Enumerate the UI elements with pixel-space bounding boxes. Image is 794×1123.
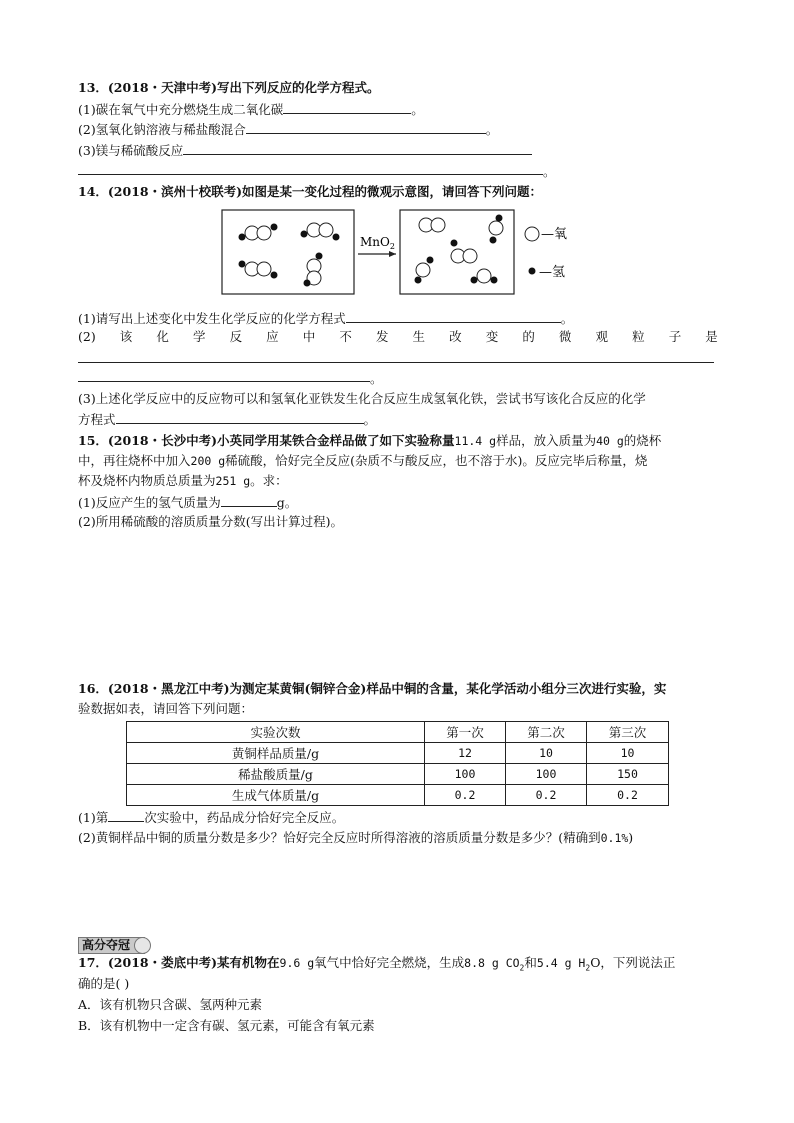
q16-part2: (2)黄铜样品中铜的质量分数是多少？恰好完全反应时所得溶液的溶质质量分数是多少？(精确到0.1%)	[78, 830, 634, 845]
q15-line3: 杯及烧杯内物质总质量为251 g。求：	[78, 473, 288, 488]
q15-part1: (1)反应产生的氢气质量为 g。	[78, 495, 298, 510]
table-cell: 12	[425, 743, 506, 764]
oxygen-legend-icon	[525, 227, 539, 241]
table-header: 实验次数	[127, 722, 425, 743]
q17-option-b[interactable]: B．该有机物中一定含有碳、氢元素，可能含有氧元素	[78, 1018, 375, 1033]
q14-part2: (2) 该 化 学 反 应 中 不 发 生 改 变 的 微 观 粒 子 是	[78, 329, 718, 344]
table-row-label: 生成气体质量/g	[127, 785, 425, 806]
table-row	[127, 764, 669, 785]
table-header: 第三次	[587, 722, 669, 743]
reactant-box	[222, 210, 354, 294]
q17-line2: 确的是( )	[78, 976, 130, 991]
table-cell: 150	[587, 764, 669, 785]
table-row	[127, 785, 669, 806]
section-badge: 高分夺冠	[78, 937, 145, 954]
q13-period: 。	[543, 164, 556, 179]
table-cell: 0.2	[506, 785, 587, 806]
table-cell: 10	[587, 743, 669, 764]
answer-blank[interactable]	[116, 411, 364, 424]
answer-line[interactable]	[78, 174, 543, 175]
q14-period: 。	[370, 371, 383, 386]
q14-part3-line1: (3)上述化学反应中的反应物可以和氢氧化亚铁发生化合反应生成氢氧化铁，尝试书写该化合反应的化学	[78, 391, 646, 406]
table-cell: 100	[425, 764, 506, 785]
q14-part1: (1)请写出上述变化中发生化学反应的化学方程式 。	[78, 311, 574, 326]
q13-stem: 13．(2018・天津中考)写出下列反应的化学方程式。	[78, 80, 380, 95]
table-cell: 100	[506, 764, 587, 785]
answer-blank[interactable]	[183, 142, 532, 155]
answer-blank[interactable]	[108, 809, 144, 822]
table-row	[127, 743, 669, 764]
experiment-table	[126, 721, 669, 806]
micro-diagram	[218, 208, 598, 300]
table-cell: 10	[506, 743, 587, 764]
legend-hydrogen: —氢	[539, 265, 566, 280]
answer-line[interactable]	[78, 381, 370, 382]
table-row-label: 黄铜样品质量/g	[127, 743, 425, 764]
o2-molecule	[451, 249, 477, 263]
answer-blank[interactable]	[221, 494, 277, 507]
h2o-molecule	[489, 215, 503, 244]
q15-line2: 中，再往烧杯中加入200 g稀硫酸，恰好完全反应(杂质不与酸反应，也不溶于水)。反应完毕后称量，烧	[78, 453, 648, 468]
answer-line[interactable]	[78, 362, 714, 363]
q16-line2: 验数据如表，请回答下列问题：	[78, 701, 254, 716]
table-header: 第二次	[506, 722, 587, 743]
table-cell: 0.2	[425, 785, 506, 806]
table-header: 第一次	[425, 722, 506, 743]
table-row-label: 稀盐酸质量/g	[127, 764, 425, 785]
q16-part1: (1)第 次实验中，药品成分恰好完全反应。	[78, 810, 345, 825]
q15-part2: (2)所用稀硫酸的溶质质量分数(写出计算过程)。	[78, 514, 343, 529]
table-header-row	[127, 722, 669, 743]
hydrogen-legend-icon	[529, 268, 536, 275]
q13-part1: (1)碳在氧气中充分燃烧生成二氧化碳 。	[78, 102, 424, 117]
h2o2-molecule	[304, 253, 323, 287]
q13-part2: (2)氢氧化钠溶液与稀盐酸混合 。	[78, 122, 499, 137]
q17-line1: 17．(2018・娄底中考)某有机物在9.6 g氧气中恰好完全燃烧，生成8.8 g $CO_2$和5.4 g $H_2O$，下列说法正	[78, 955, 676, 973]
q16-line1: 16．(2018・黑龙江中考)为测定某黄铜(铜锌合金)样品中铜的含量，某化学活动小组分三次进行实验，实	[78, 681, 667, 696]
q15-line1: 15．(2018・长沙中考)小英同学用某铁合金样品做了如下实验称量11.4 g样品，放入质量为40 g的烧杯	[78, 433, 662, 448]
q14-part3-line2: 方程式 。	[78, 412, 377, 427]
answer-blank[interactable]	[346, 310, 561, 323]
q13-part3: (3)镁与稀硫酸反应	[78, 142, 532, 159]
q17-option-a[interactable]: A．该有机物只含碳、氢两种元素	[78, 997, 263, 1012]
o2-molecule	[419, 218, 445, 232]
answer-blank[interactable]	[246, 121, 486, 134]
h2o2-molecule	[239, 261, 278, 279]
h2o2-molecule	[239, 224, 278, 241]
h2o-molecule	[471, 269, 498, 284]
badge-cap-icon	[134, 937, 151, 954]
table-cell: 0.2	[587, 785, 669, 806]
hydrogen-atom	[451, 240, 458, 247]
h2o-molecule	[415, 257, 434, 284]
h2o2-molecule	[301, 223, 340, 241]
legend-oxygen: —氧	[541, 227, 568, 242]
q14-stem: 14．(2018・滨州十校联考)如图是某一变化过程的微观示意图，请回答下列问题：	[78, 184, 543, 199]
answer-blank[interactable]	[283, 101, 411, 114]
catalyst-label: MnO$_2$	[360, 235, 395, 251]
